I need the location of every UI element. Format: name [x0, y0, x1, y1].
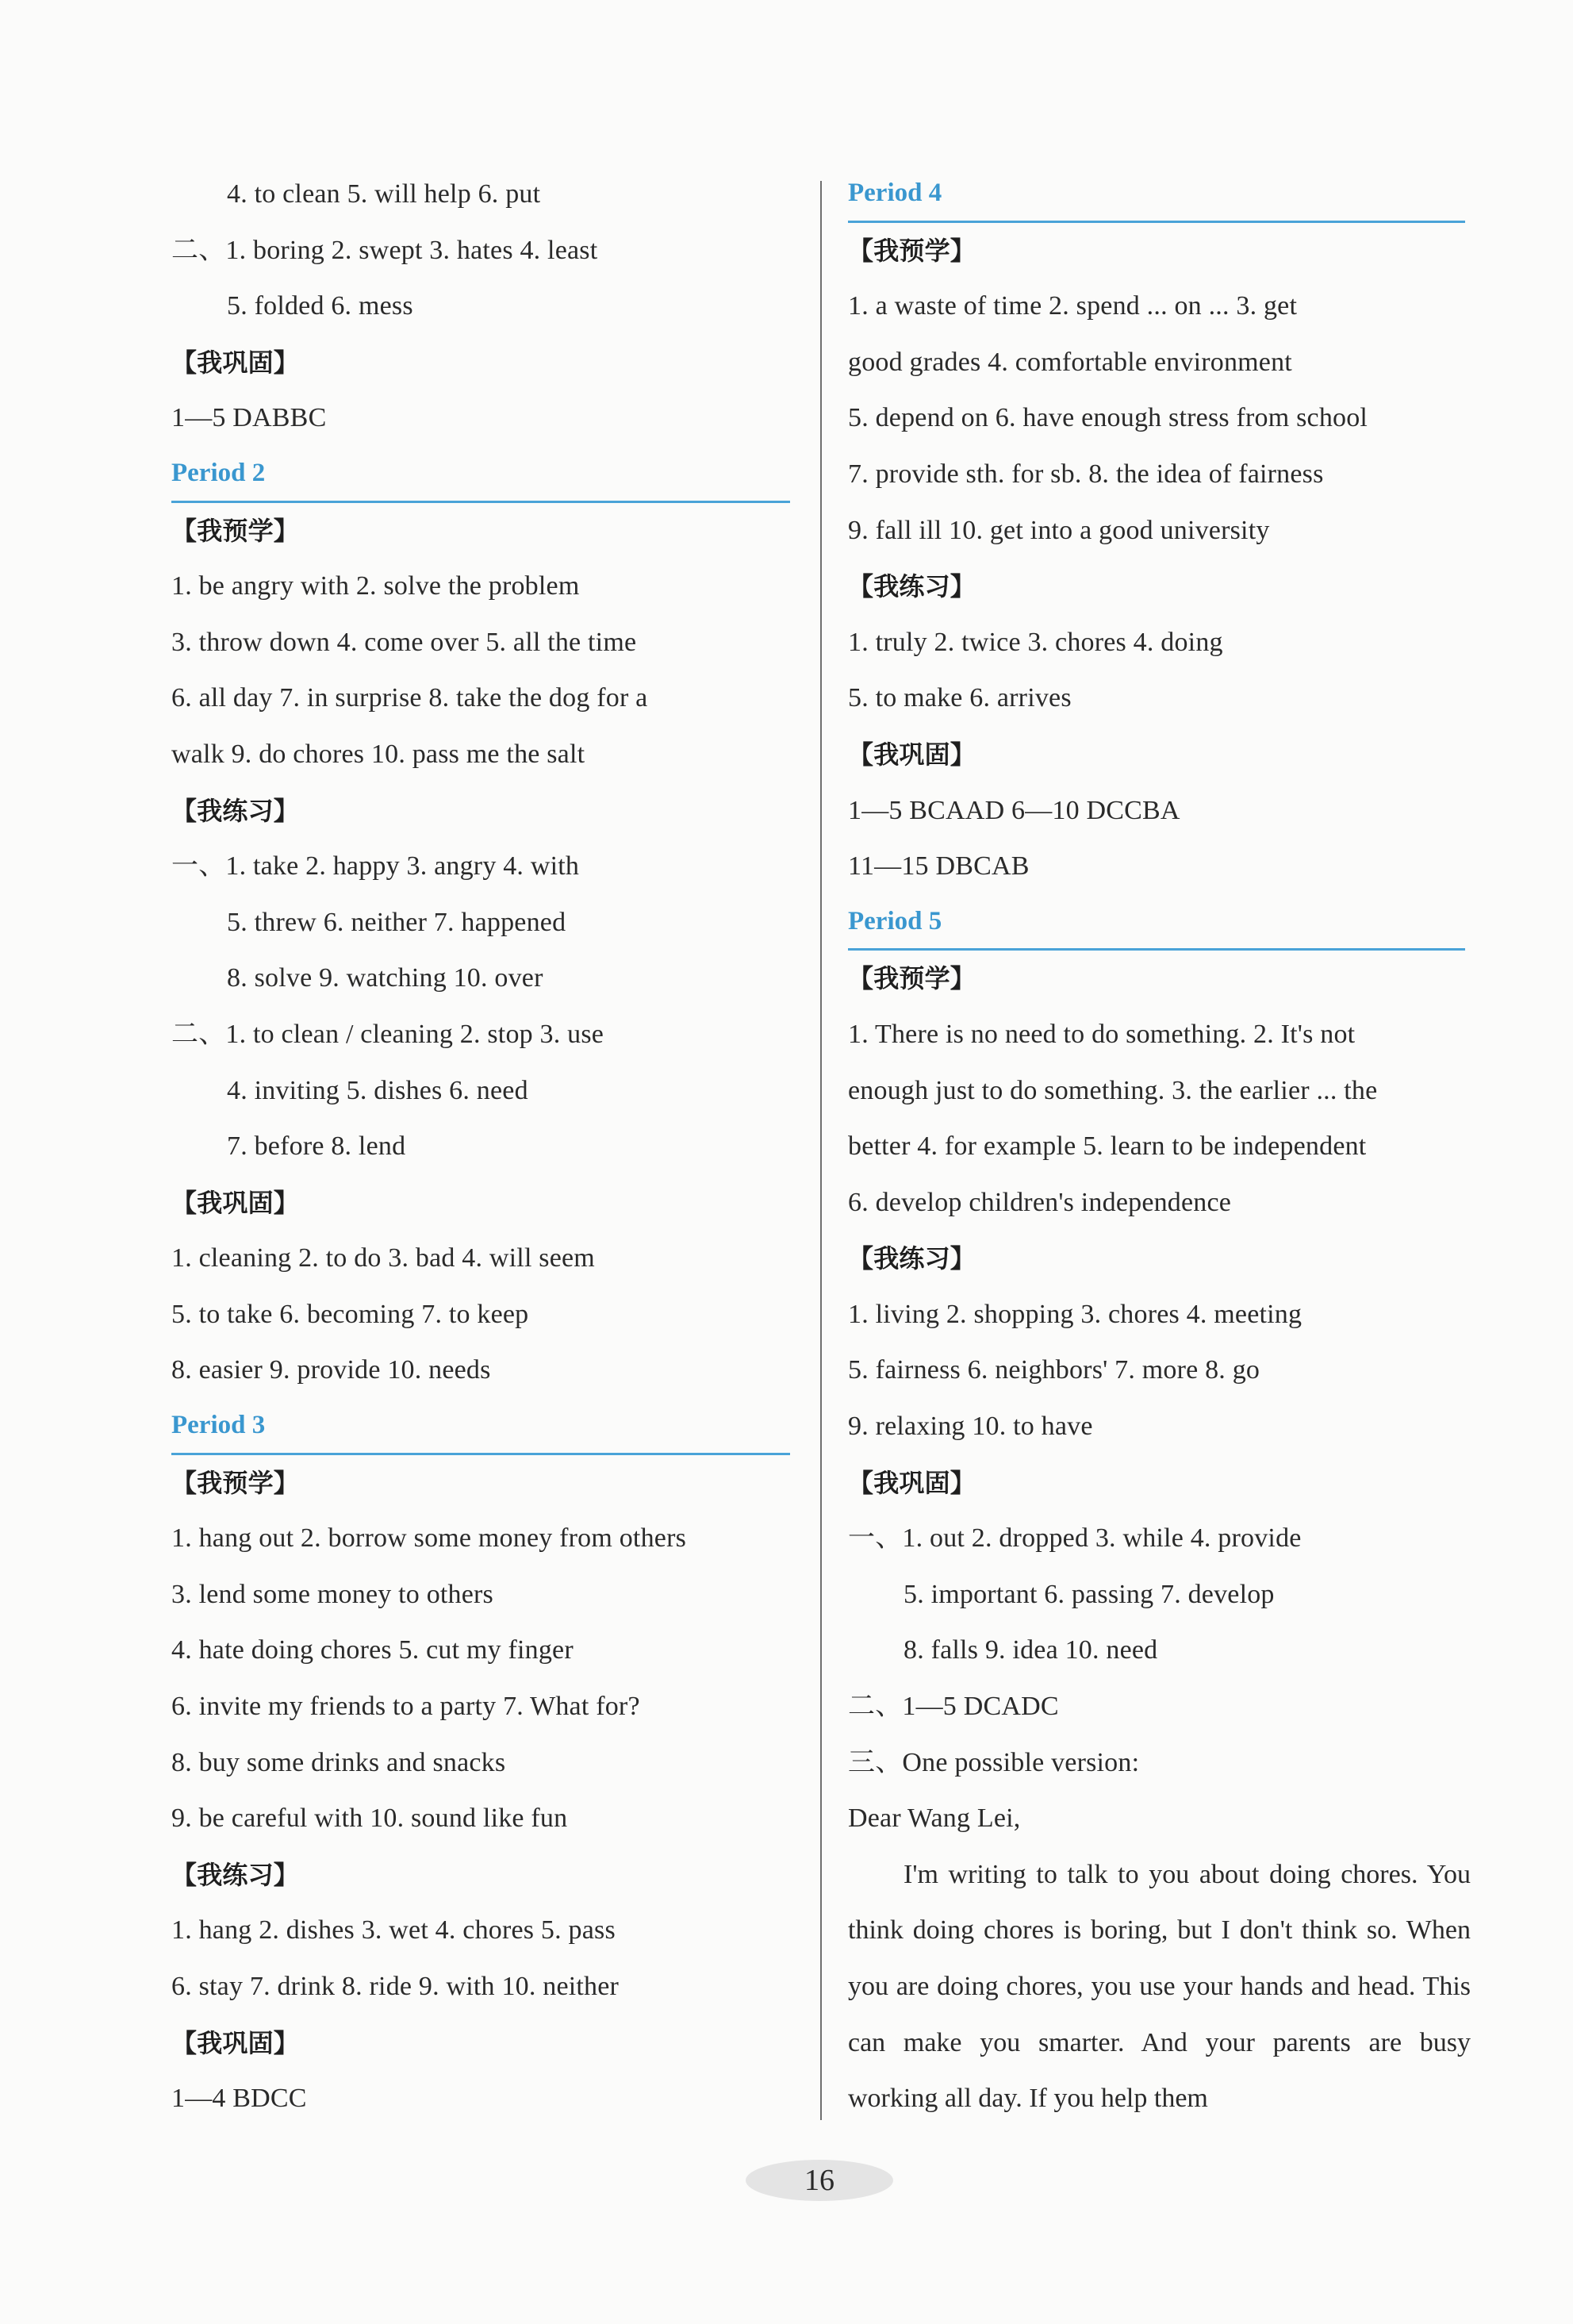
- answer-line: 5. folded 6. mess: [227, 291, 413, 321]
- section-tag-practice: 【我练习】: [171, 795, 300, 826]
- answer-line: 5. depend on 6. have enough stress from school: [848, 403, 1368, 433]
- answer-line: 1. There is no need to do something. 2. It's not: [848, 1019, 1356, 1049]
- answer-line: 3. lend some money to others: [171, 1579, 493, 1609]
- answer-line: 6. all day 7. in surprise 8. take the dog for a: [171, 683, 648, 713]
- letter-body: I'm writing to talk to you about doing chores. You think doing chores is boring, but I don't think so. When you are doing chores, you use your hands and head. This can make you smarter. And your parents are busy working all day. If you help them: [848, 1859, 1471, 2114]
- section-tag-preview: 【我预学】: [848, 963, 976, 994]
- answer-line: 二、1. to clean / cleaning 2. stop 3. use: [171, 1019, 604, 1049]
- left-column: [171, 167, 793, 2127]
- answer-line: 8. buy some drinks and snacks: [171, 1747, 506, 1777]
- answer-line: 7. provide sth. for sb. 8. the idea of fairness: [848, 459, 1324, 489]
- period-4-heading: Period 4: [848, 167, 1465, 223]
- answer-line: 8. easier 9. provide 10. needs: [171, 1355, 491, 1385]
- section-tag-consolidate: 【我巩固】: [171, 2027, 300, 2058]
- answer-line: 6. invite my friends to a party 7. What for?: [171, 1692, 640, 1722]
- answer-line: walk 9. do chores 10. pass me the salt: [171, 739, 585, 769]
- section-tag-consolidate: 【我巩固】: [848, 1467, 976, 1498]
- section-tag-practice: 【我练习】: [848, 1243, 976, 1274]
- answer-line: 一、1. take 2. happy 3. angry 4. with: [171, 851, 580, 882]
- column-divider: [820, 181, 822, 2120]
- period-2-heading: Period 2: [171, 447, 790, 503]
- answer-line: 1—4 BDCC: [171, 2084, 307, 2114]
- section-tag-practice: 【我练习】: [848, 571, 976, 602]
- page-number: 16: [804, 2164, 834, 2197]
- answer-line: 1—5 DABBC: [171, 403, 327, 433]
- answer-line: 4. inviting 5. dishes 6. need: [227, 1075, 528, 1105]
- answer-line: 4. hate doing chores 5. cut my finger: [171, 1635, 574, 1665]
- section-tag-practice: 【我练习】: [171, 1859, 300, 1890]
- answer-line: 一、1. out 2. dropped 3. while 4. provide: [848, 1523, 1302, 1554]
- letter-greeting: Dear Wang Lei,: [848, 1804, 1021, 1834]
- answer-line: 1—5 BCAAD 6—10 DCCBA: [848, 795, 1180, 825]
- section-tag-consolidate: 【我巩固】: [171, 347, 300, 378]
- answer-line: 1. be angry with 2. solve the problem: [171, 571, 580, 601]
- answer-line: 5. to make 6. arrives: [848, 683, 1072, 713]
- answer-line: 1. hang 2. dishes 3. wet 4. chores 5. pass: [171, 1915, 616, 1946]
- page-number-badge: [746, 2160, 893, 2201]
- answer-line: good grades 4. comfortable environment: [848, 347, 1292, 377]
- answer-line: 5. threw 6. neither 7. happened: [227, 907, 566, 937]
- period-5-heading: Period 5: [848, 895, 1465, 951]
- answer-line: 9. fall ill 10. get into a good university: [848, 515, 1270, 545]
- answer-line: 1. living 2. shopping 3. chores 4. meeting: [848, 1299, 1303, 1329]
- answer-line: enough just to do something. 3. the earlier ... the: [848, 1075, 1378, 1105]
- section-tag-consolidate: 【我巩固】: [171, 1187, 300, 1218]
- right-column: [848, 167, 1471, 2127]
- answer-line: 6. stay 7. drink 8. ride 9. with 10. neither: [171, 1972, 620, 2001]
- answer-line: 6. develop children's independence: [848, 1187, 1232, 1217]
- answer-line: 1. hang out 2. borrow some money from others: [171, 1523, 687, 1554]
- answer-line: 5. important 6. passing 7. develop: [904, 1579, 1275, 1609]
- answer-line: 1. truly 2. twice 3. chores 4. doing: [848, 627, 1223, 657]
- section-tag-preview: 【我预学】: [171, 515, 300, 546]
- answer-line: 4. to clean 5. will help 6. put: [227, 179, 541, 209]
- answer-line: 1. a waste of time 2. spend ... on ... 3. get: [848, 291, 1298, 321]
- answer-line: 8. solve 9. watching 10. over: [227, 963, 543, 993]
- answer-line: 8. falls 9. idea 10. need: [904, 1635, 1158, 1665]
- section-tag-preview: 【我预学】: [171, 1467, 300, 1498]
- answer-line: 二、1. boring 2. swept 3. hates 4. least: [171, 235, 598, 265]
- writing-intro: 三、One possible version:: [848, 1747, 1140, 1777]
- answer-line: better 4. for example 5. learn to be independent: [848, 1131, 1367, 1162]
- answer-line: 3. throw down 4. come over 5. all the time: [171, 627, 637, 657]
- answer-line: 5. to take 6. becoming 7. to keep: [171, 1299, 529, 1329]
- section-tag-consolidate: 【我巩固】: [848, 739, 976, 770]
- section-tag-preview: 【我预学】: [848, 235, 976, 266]
- answer-line: 1. cleaning 2. to do 3. bad 4. will seem: [171, 1243, 595, 1273]
- period-3-heading: Period 3: [171, 1399, 790, 1455]
- answer-line: 11—15 DBCAB: [848, 851, 1030, 882]
- answer-line: 9. relaxing 10. to have: [848, 1412, 1093, 1442]
- answer-line: 二、1—5 DCADC: [848, 1692, 1059, 1722]
- answer-line: 5. fairness 6. neighbors' 7. more 8. go: [848, 1355, 1260, 1385]
- answer-line: 9. be careful with 10. sound like fun: [171, 1804, 568, 1834]
- answer-line: 7. before 8. lend: [227, 1131, 406, 1162]
